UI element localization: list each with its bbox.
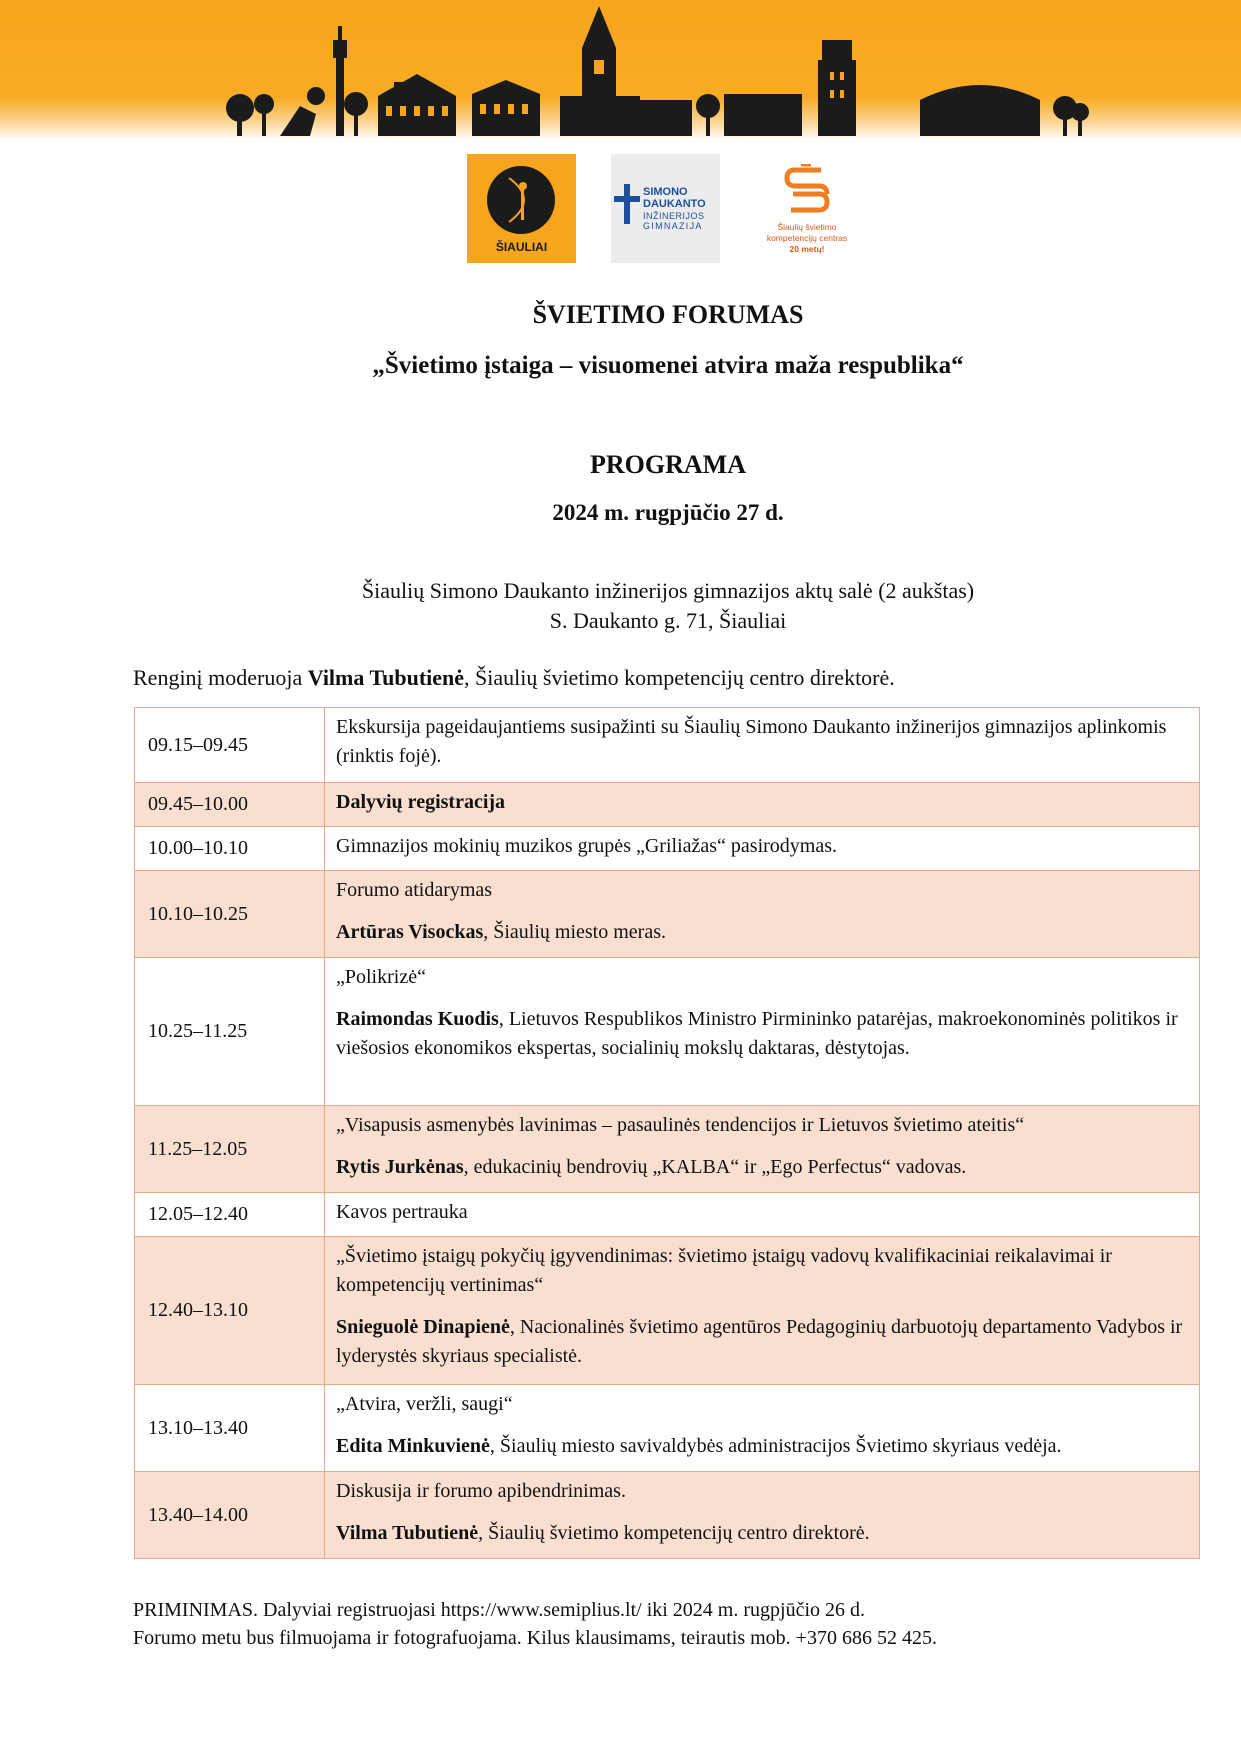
city-skyline-banner <box>0 0 1241 140</box>
session-description <box>325 1472 1200 1559</box>
speaker-name: Vilma Tubutienė <box>336 1522 479 1544</box>
programme-row <box>135 1385 1200 1472</box>
session-description <box>325 1106 1200 1193</box>
session-text: Diskusija ir forumo apibendrinimas. <box>336 1480 626 1502</box>
time-slot: 11.25–12.05 <box>135 1106 325 1193</box>
time-slot: 12.40–13.10 <box>135 1237 325 1385</box>
forum-subtitle: „Švietimo įstaiga – visuomenei atvira maža respublika“ <box>372 352 964 379</box>
session-description <box>325 871 1200 958</box>
session-description <box>325 1237 1200 1385</box>
session-text: Ekskursija pageidaujantiems susipažinti su Šiaulių Simono Daukanto inžinerijos gimnazijos aplinkomis (rinktis fojė). <box>336 716 1167 767</box>
time-slot: 09.15–09.45 <box>135 708 325 783</box>
session-description <box>325 783 1200 827</box>
school-logo-line: INŽINERIJOS <box>643 211 705 221</box>
school-logo-line: SIMONO <box>643 186 688 198</box>
session-text: , Lietuvos Respublikos Ministro Pirmininko patarėjas, makroekonominės politikos ir viešosios ekonomikos ekspertas, socialinių mokslų daktaras, dėstytojas. <box>336 1008 1178 1059</box>
venue-block <box>0 576 1241 636</box>
session-text: , Nacionalinės švietimo agentūros Pedagoginių darbuotojų departamento Vadybos ir lyderystės skyriaus specialistė. <box>336 1316 1183 1367</box>
competence-centre-logo <box>752 154 862 263</box>
school-logo-line: GIMNAZIJA <box>643 221 703 231</box>
programme-table <box>134 707 1200 1559</box>
session-paragraph <box>336 832 1187 861</box>
registration-reminder: PRIMINIMAS. Dalyviai registruojasi https://www.semiplius.lt/ iki 2024 m. rugpjūčio 26 d. <box>133 1599 866 1621</box>
programme-row <box>135 871 1200 958</box>
archer-emblem-icon <box>487 166 555 234</box>
session-paragraph <box>336 876 1187 905</box>
session-paragraph <box>336 1005 1187 1063</box>
centre-logo-line: Šiaulių švietimo <box>777 222 837 232</box>
session-paragraph <box>336 1313 1187 1371</box>
session-text: Forumo atidarymas <box>336 879 493 901</box>
moderator-name: Vilma Tubutienė <box>307 665 465 690</box>
city-logo-caption: ŠIAULIAI <box>495 240 548 254</box>
moderator-line <box>133 665 895 691</box>
session-text: „Atvira, veržli, saugi“ <box>336 1393 513 1415</box>
time-slot: 10.25–11.25 <box>135 958 325 1106</box>
session-paragraph <box>336 1153 1187 1182</box>
session-text: , Šiaulių švietimo kompetencijų centro direktorė. <box>478 1522 870 1544</box>
session-paragraph <box>336 1432 1187 1461</box>
programme-row <box>135 1472 1200 1559</box>
session-text: , Šiaulių miesto savivaldybės administracijos Švietimo skyriaus vedėja. <box>489 1435 1062 1457</box>
speaker-name: Artūras Visockas <box>336 921 484 943</box>
programme-row <box>135 827 1200 871</box>
school-logo <box>611 154 720 263</box>
programme-row <box>135 783 1200 827</box>
session-description <box>325 1385 1200 1472</box>
programme-row <box>135 708 1200 783</box>
competence-centre-emblem-icon <box>781 164 833 218</box>
session-paragraph <box>336 1477 1187 1506</box>
school-logo-line: DAUKANTO <box>643 198 706 210</box>
speaker-name: Snieguolė Dinapienė <box>336 1316 510 1338</box>
plus-cross-icon <box>614 184 640 224</box>
session-description <box>325 958 1200 1106</box>
session-paragraph <box>336 713 1187 771</box>
event-date: 2024 m. rugpjūčio 27 d. <box>552 500 784 525</box>
programme-row <box>135 1106 1200 1193</box>
session-paragraph <box>336 788 1187 817</box>
programme-row <box>135 1193 1200 1237</box>
speaker-name: Rytis Jurkėnas <box>336 1156 464 1178</box>
session-text: , Šiaulių miesto meras. <box>483 921 666 943</box>
time-slot: 13.40–14.00 <box>135 1472 325 1559</box>
session-text: „Polikrizė“ <box>336 966 426 988</box>
session-paragraph <box>336 1519 1187 1548</box>
session-text: „Švietimo įstaigų pokyčių įgyvendinimas: švietimo įstaigų vadovų kvalifikaciniai reikalavimai ir kompetencijų vertinimas“ <box>336 1245 1112 1296</box>
moderator-role: , Šiaulių švietimo kompetencijų centro direktorė. <box>464 665 895 690</box>
time-slot: 09.45–10.00 <box>135 783 325 827</box>
speaker-name: Dalyvių registracija <box>336 791 506 813</box>
programme-row <box>135 1237 1200 1385</box>
session-paragraph <box>336 1242 1187 1300</box>
session-description <box>325 827 1200 871</box>
programme-row <box>135 958 1200 1106</box>
centre-logo-line: kompetencijų centras <box>766 233 848 243</box>
session-paragraph <box>336 963 1187 992</box>
partner-logos <box>0 154 1241 264</box>
moderator-prefix: Renginį moderuoja <box>133 665 308 690</box>
session-description <box>325 1193 1200 1237</box>
contact-note: Forumo metu bus filmuojama ir fotografuojama. Kilus klausimams, teirautis mob. +370 686 52 425. <box>133 1627 937 1649</box>
session-paragraph <box>336 918 1187 947</box>
footer-notes <box>133 1596 937 1652</box>
speaker-name: Raimondas Kuodis <box>336 1008 499 1030</box>
time-slot: 10.10–10.25 <box>135 871 325 958</box>
session-text: , edukacinių bendrovių „KALBA“ ir „Ego Perfectus“ vadovas. <box>463 1156 967 1178</box>
session-paragraph <box>336 1198 1187 1227</box>
session-text: Gimnazijos mokinių muzikos grupės „Griliažas“ pasirodymas. <box>336 835 838 857</box>
forum-title: ŠVIETIMO FORUMAS <box>532 300 804 329</box>
session-text: Kavos pertrauka <box>336 1201 468 1223</box>
session-description <box>325 708 1200 783</box>
session-paragraph <box>336 1390 1187 1419</box>
session-paragraph <box>336 1111 1187 1140</box>
venue-address: S. Daukanto g. 71, Šiauliai <box>549 608 787 633</box>
venue-name: Šiaulių Simono Daukanto inžinerijos gimnazijos aktų salė (2 aukštas) <box>361 578 975 603</box>
siauliai-city-logo <box>467 154 576 263</box>
centre-logo-line: 20 metų! <box>789 244 825 254</box>
speaker-name: Edita Minkuvienė <box>336 1435 490 1457</box>
time-slot: 13.10–13.40 <box>135 1385 325 1472</box>
session-text: „Visapusis asmenybės lavinimas – pasaulinės tendencijos ir Lietuvos švietimo ateitis“ <box>336 1114 1025 1136</box>
time-slot: 10.00–10.10 <box>135 827 325 871</box>
programme-heading: PROGRAMA <box>590 450 746 479</box>
skyline-illustration <box>0 0 1241 140</box>
time-slot: 12.05–12.40 <box>135 1193 325 1237</box>
